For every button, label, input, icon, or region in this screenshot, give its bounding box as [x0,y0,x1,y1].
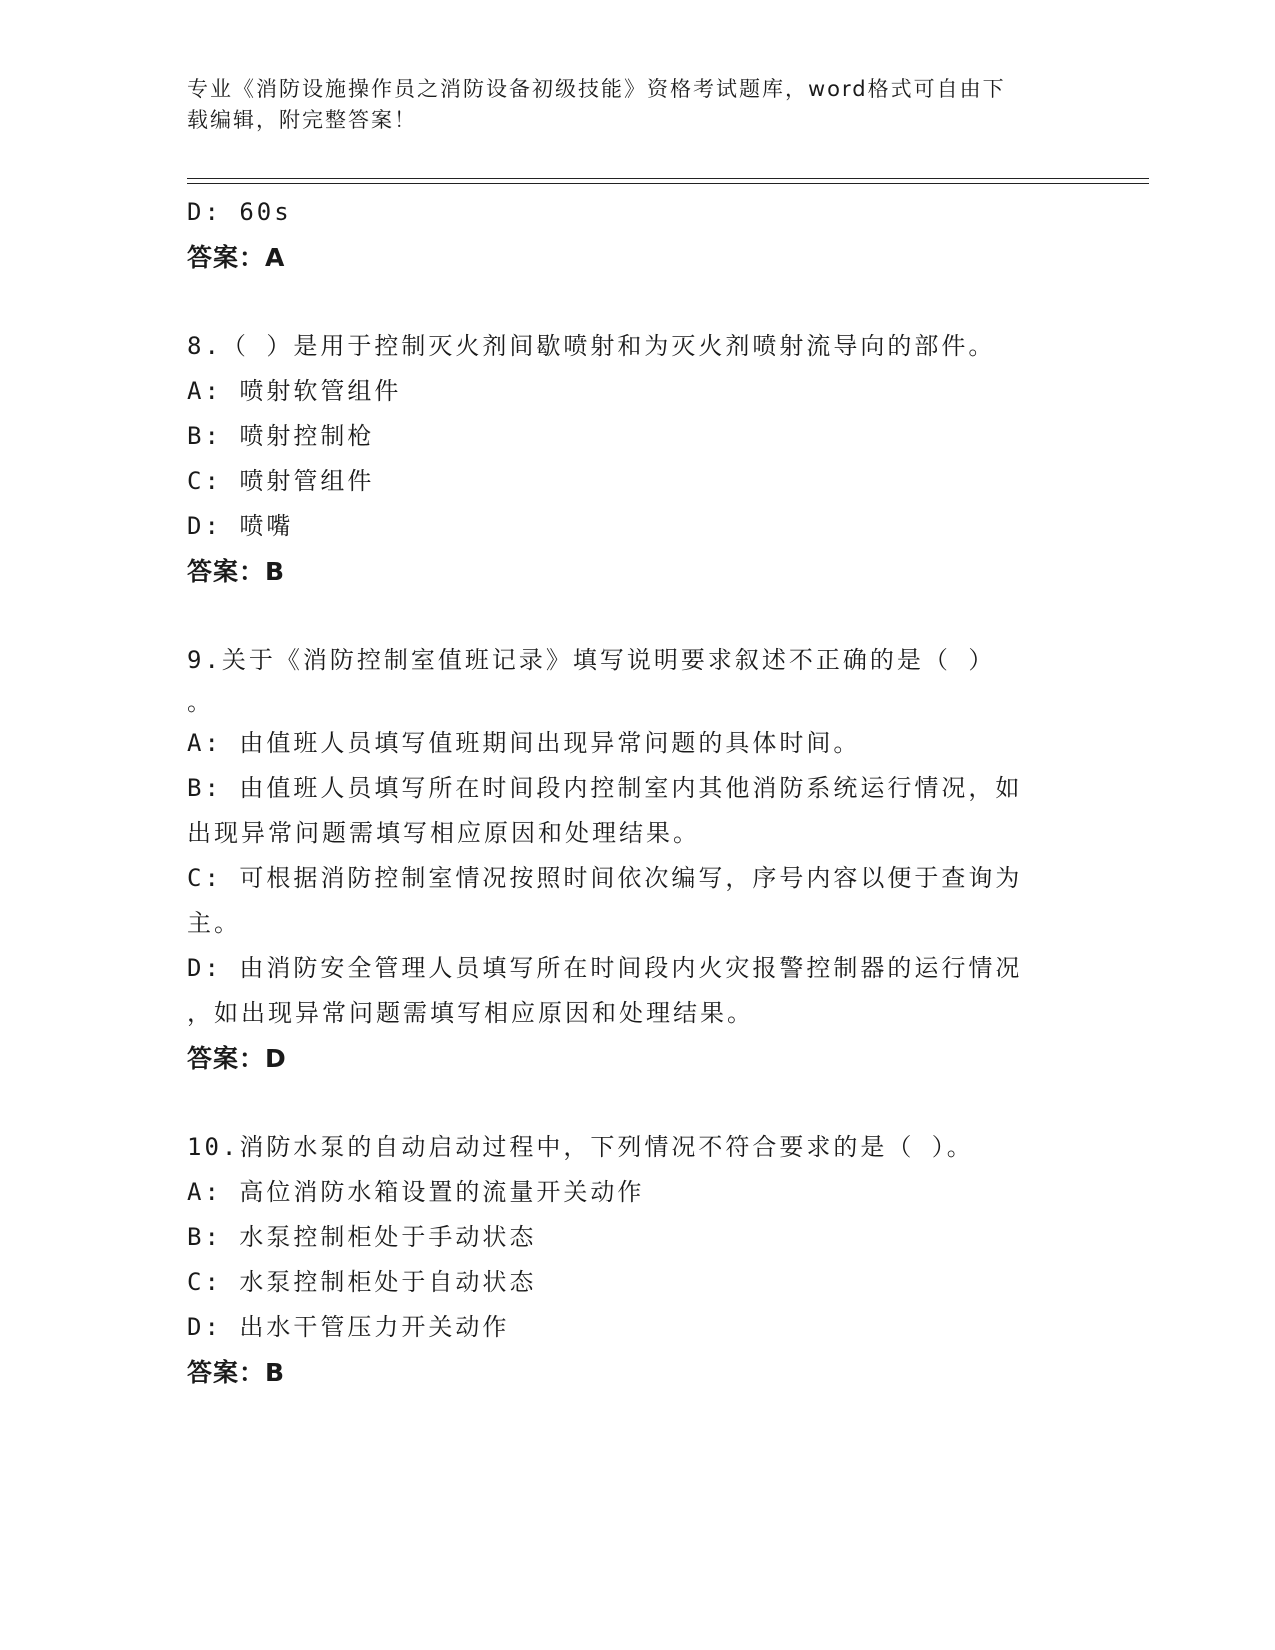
question-10-answer: 答案：B [187,1358,286,1387]
question-9 [187,637,1067,1082]
question-10-title: 10.消防水泵的自动启动过程中，下列情况不符合要求的是（ ）。 [187,1133,974,1161]
question-8-title: 8.（ ）是用于控制灭火剂间歇喷射和为灭火剂喷射流导向的部件。 [187,332,996,360]
document-header [187,74,1067,136]
question-9-option-b-line-1: B: 由值班人员填写所在时间段内控制室内其他消防系统运行情况，如 [187,774,1023,802]
question-10 [187,1124,1067,1396]
question-9-option-a: A: 由值班人员填写值班期间出现异常问题的具体时间。 [187,729,861,757]
prev-answer: 答案：A [187,243,286,272]
question-9-option-b-line-2: 出现异常问题需填写相应原因和处理结果。 [187,819,700,847]
document-body [187,190,1067,1396]
question-8-option-d: D: 喷嘴 [187,512,294,540]
question-8 [187,323,1067,595]
header-rule-bottom [187,183,1149,184]
question-8-option-b: B: 喷射控制枪 [187,422,375,450]
header-line-1: 专业《消防设施操作员之消防设备初级技能》资格考试题库，word格式可自由下 [187,77,1006,101]
prev-option-d: D: 60s [187,198,292,226]
question-9-title-line-1: 9.关于《消防控制室值班记录》填写说明要求叙述不正确的是（ ） [187,646,996,674]
question-10-option-b: B: 水泵控制柜处于手动状态 [187,1223,537,1251]
header-line-2: 载编辑，附完整答案！ [187,108,417,132]
question-10-option-c: C: 水泵控制柜处于自动状态 [187,1268,537,1296]
question-9-option-c-line-1: C: 可根据消防控制室情况按照时间依次编写，序号内容以便于查询为 [187,864,1023,892]
question-9-option-c-line-2: 主。 [187,909,241,937]
question-8-answer: 答案：B [187,557,286,586]
question-9-answer: 答案：D [187,1044,287,1073]
header-rule-top [187,178,1149,179]
question-8-option-c: C: 喷射管组件 [187,467,375,495]
question-10-option-d: D: 出水干管压力开关动作 [187,1313,510,1341]
question-9-title-line-2: 。 [187,688,214,716]
question-10-option-a: A: 高位消防水箱设置的流量开关动作 [187,1178,645,1206]
question-9-option-d-line-2: ，如出现异常问题需填写相应原因和处理结果。 [187,999,754,1027]
question-8-option-a: A: 喷射软管组件 [187,377,402,405]
question-9-option-d-line-1: D: 由消防安全管理人员填写所在时间段内火灾报警控制器的运行情况 [187,954,1023,982]
